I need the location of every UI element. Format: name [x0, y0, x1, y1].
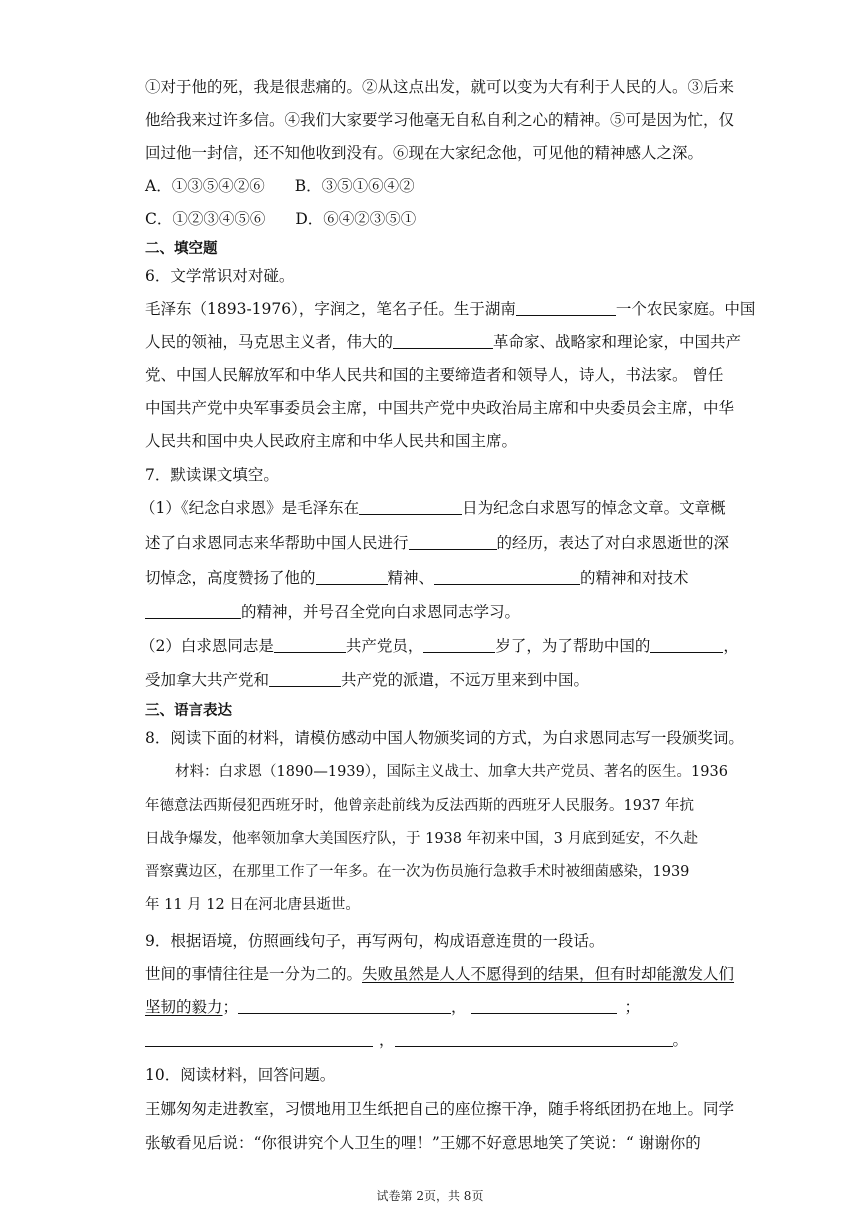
answer-blank[interactable]: [145, 603, 241, 619]
section-heading: 二、填空题: [145, 241, 218, 257]
q5-options-row: [145, 209, 720, 229]
q5-option-b: B．③⑤①⑥④②: [294, 177, 415, 195]
q8-material-line: 年 11 月 12 日在河北唐县逝世。: [145, 897, 360, 913]
q9-underlined-sentence: 坚韧的毅力: [145, 998, 223, 1016]
q9-underlined-sentence: 失败虽然是人人不愿得到的结果，但有时却能激发人们: [362, 965, 735, 983]
q7-text: （2）白求恩同志是: [140, 637, 274, 655]
answer-blank[interactable]: [516, 300, 616, 316]
q6-text: 毛泽东（1893-1976），字润之，笔名子任。生于湖南: [145, 300, 516, 318]
q5-option-c: C．①②③④⑤⑥: [145, 210, 266, 228]
q6-line: 中国共产党中央军事委员会主席，中国共产党中央政治局主席和中央委员会主席，中华: [145, 399, 735, 417]
q6-line: 人民共和国中央人民政府主席和中华人民共和国主席。: [145, 432, 518, 450]
answer-blank[interactable]: [359, 499, 462, 515]
q7-text: 岁了，为了帮助中国的: [495, 637, 651, 655]
q8-material-line: 年德意法西斯侵犯西班牙时，他曾亲赴前线为反法西斯的西班牙人民服务。1937 年抗: [145, 798, 695, 814]
q6-line: [145, 332, 742, 352]
answer-blank[interactable]: [423, 637, 495, 653]
q7-line: [140, 498, 726, 518]
section-heading: 三、语言表达: [145, 703, 232, 719]
q7-line: [145, 568, 720, 588]
question-title: 8．阅读下面的材料，请模仿感动中国人物颁奖词的方式，为白求恩同志写一段颁奖词。: [145, 729, 744, 747]
q9-line: [145, 1030, 720, 1050]
q6-text: 革命家、战略家和理论家，中国共产: [493, 333, 742, 351]
q9-text: 世间的事情往往是一分为二的。: [145, 965, 363, 983]
q5-text-line: ①对于他的死，我是很悲痛的。②从这点出发，就可以变为大有利于人民的人。③后来: [145, 78, 735, 96]
q7-text: （1）《纪念白求恩》是毛泽东在: [140, 499, 360, 517]
q9-text: ，: [379, 1031, 395, 1049]
q7-line: [140, 636, 739, 656]
answer-blank[interactable]: [393, 333, 493, 349]
q8-material-line: 日战争爆发，他率领加拿大美国医疗队，于 1938 年初来中国，3 月底到延安，不久赴: [145, 831, 698, 847]
q9-text: ；: [624, 998, 641, 1016]
q7-text: 述了白求恩同志来华帮助中国人民进行: [145, 534, 409, 552]
q7-text: 受加拿大共产党和: [145, 671, 270, 689]
answer-blank[interactable]: [395, 1031, 673, 1047]
question-title: 6．文学常识对对碰。: [145, 267, 295, 285]
q7-line: [145, 670, 720, 690]
answer-blank[interactable]: [238, 998, 451, 1014]
q5-text-line: 他给我来过许多信。④我们大家要学习他毫无自私自利之心的精神。⑤可是因为忙，仅: [145, 111, 735, 129]
q5-option-a: A．①③⑤④②⑥: [145, 177, 265, 195]
question-title: 10．阅读材料，回答问题。: [145, 1066, 336, 1084]
q7-text: 的经历，表达了对白求恩逝世的深: [496, 534, 730, 552]
q6-text: 一个农民家庭。中国: [615, 300, 756, 318]
q5-option-d: D．⑥④②③⑤①: [295, 210, 417, 228]
q5-text-line: 回过他一封信，还不知他收到没有。⑥现在大家纪念他，可见他的精神感人之深。: [145, 144, 704, 162]
answer-blank[interactable]: [316, 569, 388, 585]
answer-blank[interactable]: [650, 637, 723, 653]
q7-text: 日为纪念白求恩写的悼念文章。文章概: [462, 499, 726, 517]
answer-blank[interactable]: [269, 671, 341, 687]
question-title: 7．默读课文填空。: [145, 466, 279, 484]
answer-blank[interactable]: [471, 998, 617, 1014]
answer-blank[interactable]: [409, 534, 497, 550]
answer-blank[interactable]: [145, 1031, 373, 1047]
answer-blank[interactable]: [434, 569, 580, 585]
q7-text: 共产党的派遣，不远万里来到中国。: [341, 671, 590, 689]
q7-text: 共产党员，: [345, 637, 424, 655]
q7-line: [145, 602, 720, 622]
q7-text: 的精神，并号召全党向白求恩同志学习。: [241, 603, 521, 621]
q7-line: [145, 533, 730, 553]
q7-text: 切悼念，高度赞扬了他的: [145, 569, 316, 587]
q7-text: 的精神和对技术: [580, 569, 689, 587]
q7-text: ，: [723, 637, 739, 655]
q5-options-row: [145, 176, 720, 196]
answer-blank[interactable]: [274, 637, 346, 653]
q9-text: ；: [222, 998, 239, 1016]
page-footer: 试卷第 2页，共 8页: [376, 1189, 484, 1203]
q8-material-line: 晋察冀边区，在那里工作了一年多。在一次为伤员施行急救手术时被细菌感染，1939: [145, 864, 690, 880]
q10-line: 张敏看见后说：“你很讲究个人卫生的哩！”王娜不好意思地笑了笑说：“ 谢谢你的: [145, 1134, 701, 1152]
question-title: 9．根据语境，仿照画线句子，再写两句，构成语意连贯的一段话。: [145, 932, 605, 950]
q9-line: [145, 997, 720, 1017]
q7-text: 精神、: [387, 569, 435, 587]
q6-text: 人民的领袖，马克思主义者，伟大的: [145, 333, 394, 351]
q10-line: 王娜匆匆走进教室，习惯地用卫生纸把自己的座位擦干净，随手将纸团扔在地上。同学: [145, 1100, 735, 1118]
q6-line: 党、中国人民解放军和中华人民共和国的主要缔造者和领导人，诗人，书法家。 曾任: [145, 366, 724, 384]
q9-text: ，: [451, 998, 467, 1016]
q9-text: 。: [672, 1031, 689, 1049]
q6-line: [145, 299, 756, 319]
q8-material-line: 材料：白求恩（1890—1939），国际主义战士、加拿大共产党员、著名的医生。1936: [175, 764, 728, 780]
q9-line: [145, 964, 735, 984]
